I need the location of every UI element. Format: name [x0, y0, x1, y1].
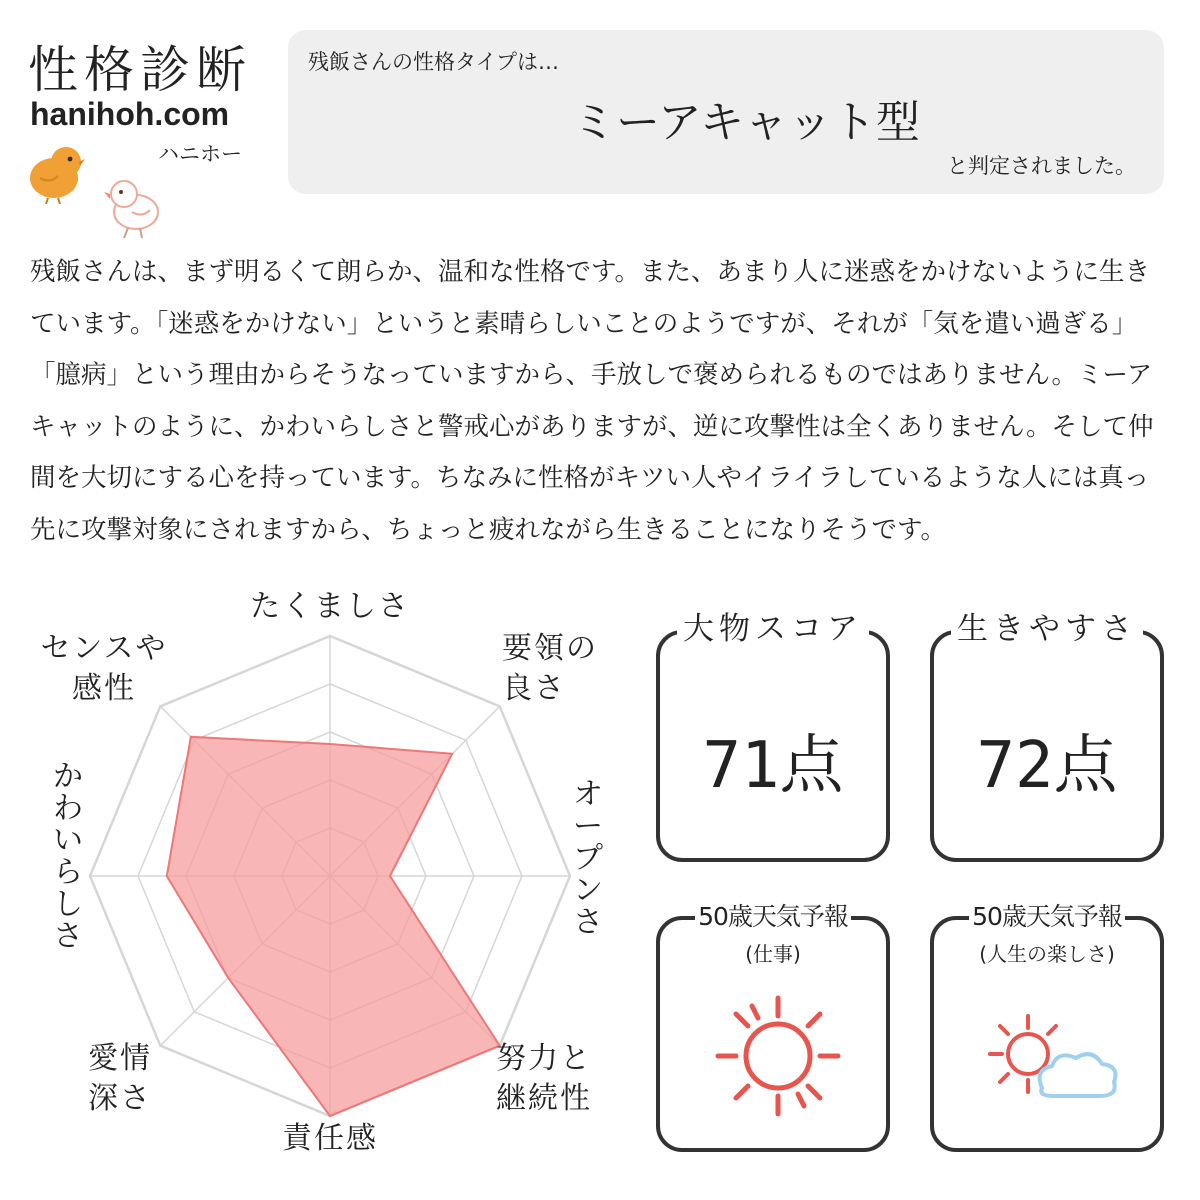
pale-chick-icon: [102, 172, 164, 240]
radar-axis-label: オープンさ: [573, 777, 603, 940]
weather-life-sub: (人生の楽しさ): [979, 942, 1115, 966]
result-panel: [288, 30, 1164, 194]
sun-cloud-icon: [934, 920, 1160, 1148]
weather-work-title: 50歳天気予報: [695, 902, 851, 931]
radar-axis-label: かわいらしさ: [53, 759, 83, 954]
weather-life-card: [930, 902, 1164, 1152]
personality-radar-chart: [30, 586, 630, 1166]
radar-axis-label: 要領の良さ: [502, 631, 598, 706]
ease-score-card: [930, 611, 1164, 862]
big-score-value: 71点: [702, 729, 844, 803]
orange-chick-icon: [24, 142, 86, 204]
weather-work-sub: (仕事): [745, 942, 801, 966]
ease-score-title: 生きやすさ: [951, 611, 1143, 647]
radar-axis-label: たくましさ: [250, 589, 410, 624]
radar-axis-label: センスや感性: [40, 631, 168, 706]
personality-description: 残飯さんは、まず明るくて朗らか、温和な性格です。また、あまり人に迷惑をかけないように生きています。「迷惑をかけない」というと素晴らしいことのようですが、それが「気を遣い過ぎる」「臆病」という理由からそうなっていますから、手放しで褒められるものではありません。ミーアキャットのように、かわいらしさと警戒心がありますが、逆に攻撃性は全くありません。そして仲間を大切にする心を持っています。ちなみに性格がキツい人やイライラしているような人には真っ先に攻撃対象にされますから、ちょっと疲れながら生きることになりそうです。: [30, 257, 1154, 545]
weather-life-title: 50歳天気予報: [969, 902, 1125, 931]
radar-value-shape: [167, 737, 500, 1116]
radar-axis-label: 努力と継続性: [496, 1041, 592, 1116]
weather-work-card: [656, 902, 890, 1152]
result-suffix: と判定されました。: [947, 154, 1136, 178]
personality-type: ミーアキャット型: [571, 97, 921, 148]
sun-icon: [660, 920, 886, 1148]
big-score-card: [656, 611, 890, 862]
ease-score-value: 72点: [976, 729, 1118, 803]
result-intro: 残飯さんの性格タイプは…: [308, 50, 559, 74]
site-kana: ハニホー: [158, 142, 242, 166]
site-title: 性格診断: [28, 41, 252, 99]
site-domain[interactable]: hanihoh.com: [30, 96, 230, 132]
big-score-title: 大物スコア: [677, 611, 869, 647]
radar-axis-label: 愛情深さ: [88, 1041, 152, 1116]
radar-axis-label: 責任感: [282, 1121, 378, 1156]
